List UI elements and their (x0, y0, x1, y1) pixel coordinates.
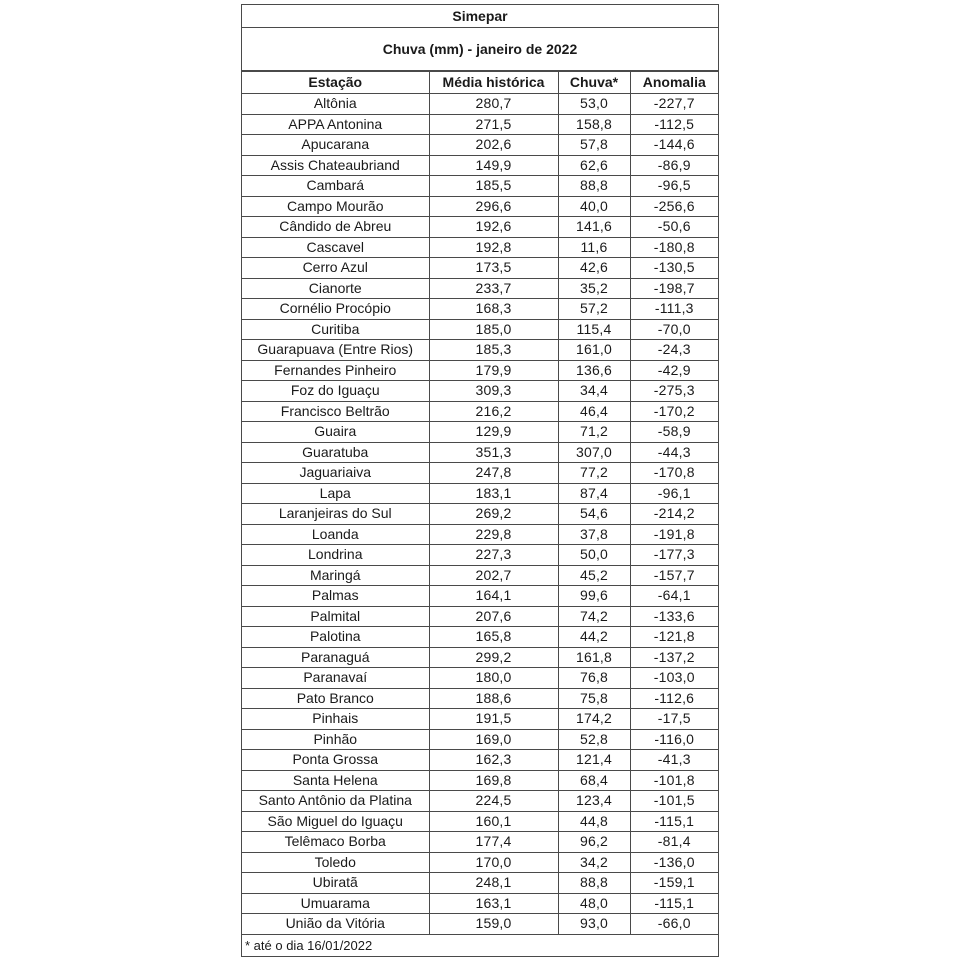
table-row (242, 319, 718, 340)
table-row (242, 504, 718, 525)
table-row (242, 893, 718, 914)
historical-average-cell: 224,5 (429, 791, 558, 812)
anomaly-cell: -159,1 (630, 873, 718, 894)
rainfall-cell: 99,6 (558, 586, 630, 607)
rainfall-cell: 76,8 (558, 668, 630, 689)
anomaly-cell: -17,5 (630, 709, 718, 730)
historical-average-cell: 169,8 (429, 770, 558, 791)
anomaly-cell: -58,9 (630, 422, 718, 443)
historical-average-cell: 188,6 (429, 688, 558, 709)
rainfall-cell: 96,2 (558, 832, 630, 853)
table-row (242, 176, 718, 197)
station-name-cell: Cornélio Procópio (242, 299, 429, 320)
rainfall-cell: 57,8 (558, 135, 630, 156)
station-name-cell: Laranjeiras do Sul (242, 504, 429, 525)
rainfall-cell: 11,6 (558, 237, 630, 258)
table-row (242, 94, 718, 115)
station-name-cell: Cascavel (242, 237, 429, 258)
rainfall-cell: 71,2 (558, 422, 630, 443)
anomaly-cell: -116,0 (630, 729, 718, 750)
station-name-cell: Santa Helena (242, 770, 429, 791)
table-title: Simepar (242, 5, 718, 28)
historical-average-cell: 309,3 (429, 381, 558, 402)
historical-average-cell: 173,5 (429, 258, 558, 279)
historical-average-cell: 351,3 (429, 442, 558, 463)
anomaly-cell: -81,4 (630, 832, 718, 853)
anomaly-cell: -101,5 (630, 791, 718, 812)
historical-average-cell: 280,7 (429, 94, 558, 115)
historical-average-cell: 227,3 (429, 545, 558, 566)
station-name-cell: Loanda (242, 524, 429, 545)
table-row (242, 545, 718, 566)
historical-average-cell: 183,1 (429, 483, 558, 504)
rainfall-cell: 93,0 (558, 914, 630, 935)
station-name-cell: Apucarana (242, 135, 429, 156)
table-row (242, 914, 718, 935)
anomaly-cell: -198,7 (630, 278, 718, 299)
rainfall-cell: 50,0 (558, 545, 630, 566)
anomaly-cell: -112,5 (630, 114, 718, 135)
table-row (242, 832, 718, 853)
table-header-row (242, 72, 718, 94)
anomaly-cell: -50,6 (630, 217, 718, 238)
anomaly-cell: -177,3 (630, 545, 718, 566)
table-row (242, 135, 718, 156)
table-row (242, 770, 718, 791)
table-row (242, 606, 718, 627)
historical-average-cell: 233,7 (429, 278, 558, 299)
historical-average-cell: 248,1 (429, 873, 558, 894)
rainfall-cell: 35,2 (558, 278, 630, 299)
station-name-cell: Altônia (242, 94, 429, 115)
table-row (242, 114, 718, 135)
table-row (242, 360, 718, 381)
rainfall-cell: 52,8 (558, 729, 630, 750)
table-body (242, 94, 718, 935)
station-name-cell: Paranaguá (242, 647, 429, 668)
station-name-cell: Francisco Beltrão (242, 401, 429, 422)
anomaly-cell: -66,0 (630, 914, 718, 935)
station-name-cell: Toledo (242, 852, 429, 873)
anomaly-cell: -115,1 (630, 893, 718, 914)
anomaly-cell: -44,3 (630, 442, 718, 463)
historical-average-cell: 179,9 (429, 360, 558, 381)
anomaly-cell: -214,2 (630, 504, 718, 525)
rainfall-cell: 121,4 (558, 750, 630, 771)
table-row (242, 524, 718, 545)
station-name-cell: APPA Antonina (242, 114, 429, 135)
rainfall-cell: 77,2 (558, 463, 630, 484)
table-row (242, 401, 718, 422)
anomaly-cell: -157,7 (630, 565, 718, 586)
station-name-cell: Ubiratã (242, 873, 429, 894)
table-row (242, 668, 718, 689)
historical-average-cell: 247,8 (429, 463, 558, 484)
historical-average-cell: 202,6 (429, 135, 558, 156)
anomaly-cell: -112,6 (630, 688, 718, 709)
station-name-cell: Telêmaco Borba (242, 832, 429, 853)
column-header-station: Estação (242, 72, 429, 94)
historical-average-cell: 185,5 (429, 176, 558, 197)
station-name-cell: Guarapuava (Entre Rios) (242, 340, 429, 361)
anomaly-cell: -137,2 (630, 647, 718, 668)
table-row (242, 586, 718, 607)
station-name-cell: Cambará (242, 176, 429, 197)
anomaly-cell: -41,3 (630, 750, 718, 771)
table-row (242, 278, 718, 299)
historical-average-cell: 159,0 (429, 914, 558, 935)
table-row (242, 873, 718, 894)
table-row (242, 811, 718, 832)
historical-average-cell: 177,4 (429, 832, 558, 853)
anomaly-cell: -96,1 (630, 483, 718, 504)
station-name-cell: Cândido de Abreu (242, 217, 429, 238)
rainfall-cell: 57,2 (558, 299, 630, 320)
rainfall-cell: 161,0 (558, 340, 630, 361)
station-name-cell: Londrina (242, 545, 429, 566)
historical-average-cell: 192,6 (429, 217, 558, 238)
rainfall-cell: 44,2 (558, 627, 630, 648)
anomaly-cell: -180,8 (630, 237, 718, 258)
station-name-cell: Cianorte (242, 278, 429, 299)
station-name-cell: Santo Antônio da Platina (242, 791, 429, 812)
rainfall-cell: 87,4 (558, 483, 630, 504)
station-name-cell: Cerro Azul (242, 258, 429, 279)
rainfall-cell: 307,0 (558, 442, 630, 463)
table-row (242, 422, 718, 443)
anomaly-cell: -111,3 (630, 299, 718, 320)
station-name-cell: Palmas (242, 586, 429, 607)
rainfall-cell: 48,0 (558, 893, 630, 914)
table-row (242, 463, 718, 484)
station-name-cell: Umuarama (242, 893, 429, 914)
anomaly-cell: -275,3 (630, 381, 718, 402)
station-name-cell: Guaira (242, 422, 429, 443)
table-row (242, 381, 718, 402)
station-name-cell: Assis Chateaubriand (242, 155, 429, 176)
anomaly-cell: -133,6 (630, 606, 718, 627)
station-name-cell: Pinhais (242, 709, 429, 730)
table-row (242, 709, 718, 730)
rainfall-cell: 34,2 (558, 852, 630, 873)
station-name-cell: Curitiba (242, 319, 429, 340)
station-name-cell: Palmital (242, 606, 429, 627)
rainfall-cell: 158,8 (558, 114, 630, 135)
station-name-cell: Maringá (242, 565, 429, 586)
anomaly-cell: -103,0 (630, 668, 718, 689)
historical-average-cell: 299,2 (429, 647, 558, 668)
table-row (242, 196, 718, 217)
table-row (242, 750, 718, 771)
anomaly-cell: -101,8 (630, 770, 718, 791)
rainfall-cell: 115,4 (558, 319, 630, 340)
station-name-cell: São Miguel do Iguaçu (242, 811, 429, 832)
rainfall-cell: 34,4 (558, 381, 630, 402)
table-row (242, 565, 718, 586)
anomaly-cell: -115,1 (630, 811, 718, 832)
rainfall-cell: 62,6 (558, 155, 630, 176)
anomaly-cell: -170,8 (630, 463, 718, 484)
historical-average-cell: 191,5 (429, 709, 558, 730)
table-row (242, 442, 718, 463)
column-header-anomaly: Anomalia (630, 72, 718, 94)
anomaly-cell: -256,6 (630, 196, 718, 217)
rainfall-cell: 75,8 (558, 688, 630, 709)
rainfall-cell: 88,8 (558, 176, 630, 197)
anomaly-cell: -70,0 (630, 319, 718, 340)
rainfall-cell: 42,6 (558, 258, 630, 279)
station-name-cell: Pato Branco (242, 688, 429, 709)
station-name-cell: União da Vitória (242, 914, 429, 935)
historical-average-cell: 163,1 (429, 893, 558, 914)
table-row (242, 852, 718, 873)
anomaly-cell: -136,0 (630, 852, 718, 873)
station-name-cell: Foz do Iguaçu (242, 381, 429, 402)
rainfall-cell: 40,0 (558, 196, 630, 217)
anomaly-cell: -121,8 (630, 627, 718, 648)
footnote: * até o dia 16/01/2022 (242, 935, 718, 957)
rainfall-cell: 54,6 (558, 504, 630, 525)
historical-average-cell: 216,2 (429, 401, 558, 422)
table-subtitle: Chuva (mm) - janeiro de 2022 (242, 28, 718, 71)
anomaly-cell: -227,7 (630, 94, 718, 115)
anomaly-cell: -170,2 (630, 401, 718, 422)
historical-average-cell: 170,0 (429, 852, 558, 873)
table-row (242, 729, 718, 750)
anomaly-cell: -64,1 (630, 586, 718, 607)
table-row (242, 647, 718, 668)
rainfall-cell: 46,4 (558, 401, 630, 422)
table-row (242, 217, 718, 238)
station-name-cell: Palotina (242, 627, 429, 648)
historical-average-cell: 202,7 (429, 565, 558, 586)
anomaly-cell: -130,5 (630, 258, 718, 279)
column-header-historical-average: Média histórica (429, 72, 558, 94)
rainfall-cell: 161,8 (558, 647, 630, 668)
historical-average-cell: 269,2 (429, 504, 558, 525)
historical-average-cell: 160,1 (429, 811, 558, 832)
historical-average-cell: 229,8 (429, 524, 558, 545)
anomaly-cell: -191,8 (630, 524, 718, 545)
station-name-cell: Guaratuba (242, 442, 429, 463)
anomaly-cell: -24,3 (630, 340, 718, 361)
rainfall-cell: 68,4 (558, 770, 630, 791)
historical-average-cell: 207,6 (429, 606, 558, 627)
historical-average-cell: 180,0 (429, 668, 558, 689)
rainfall-cell: 136,6 (558, 360, 630, 381)
anomaly-cell: -86,9 (630, 155, 718, 176)
rainfall-cell: 88,8 (558, 873, 630, 894)
historical-average-cell: 192,8 (429, 237, 558, 258)
rainfall-table (242, 71, 718, 935)
rainfall-table-sheet (241, 4, 719, 957)
historical-average-cell: 271,5 (429, 114, 558, 135)
rainfall-cell: 45,2 (558, 565, 630, 586)
table-row (242, 340, 718, 361)
station-name-cell: Lapa (242, 483, 429, 504)
historical-average-cell: 168,3 (429, 299, 558, 320)
column-header-rainfall: Chuva* (558, 72, 630, 94)
station-name-cell: Campo Mourão (242, 196, 429, 217)
anomaly-cell: -96,5 (630, 176, 718, 197)
station-name-cell: Jaguariaiva (242, 463, 429, 484)
table-row (242, 155, 718, 176)
table-row (242, 299, 718, 320)
historical-average-cell: 149,9 (429, 155, 558, 176)
table-row (242, 791, 718, 812)
station-name-cell: Ponta Grossa (242, 750, 429, 771)
station-name-cell: Fernandes Pinheiro (242, 360, 429, 381)
historical-average-cell: 129,9 (429, 422, 558, 443)
station-name-cell: Pinhão (242, 729, 429, 750)
historical-average-cell: 165,8 (429, 627, 558, 648)
historical-average-cell: 164,1 (429, 586, 558, 607)
rainfall-cell: 123,4 (558, 791, 630, 812)
rainfall-cell: 174,2 (558, 709, 630, 730)
station-name-cell: Paranavaí (242, 668, 429, 689)
anomaly-cell: -144,6 (630, 135, 718, 156)
rainfall-cell: 141,6 (558, 217, 630, 238)
table-row (242, 483, 718, 504)
table-row (242, 237, 718, 258)
anomaly-cell: -42,9 (630, 360, 718, 381)
table-row (242, 627, 718, 648)
historical-average-cell: 185,0 (429, 319, 558, 340)
historical-average-cell: 169,0 (429, 729, 558, 750)
rainfall-cell: 53,0 (558, 94, 630, 115)
historical-average-cell: 185,3 (429, 340, 558, 361)
rainfall-cell: 74,2 (558, 606, 630, 627)
table-row (242, 258, 718, 279)
historical-average-cell: 296,6 (429, 196, 558, 217)
table-row (242, 688, 718, 709)
historical-average-cell: 162,3 (429, 750, 558, 771)
rainfall-cell: 37,8 (558, 524, 630, 545)
rainfall-cell: 44,8 (558, 811, 630, 832)
